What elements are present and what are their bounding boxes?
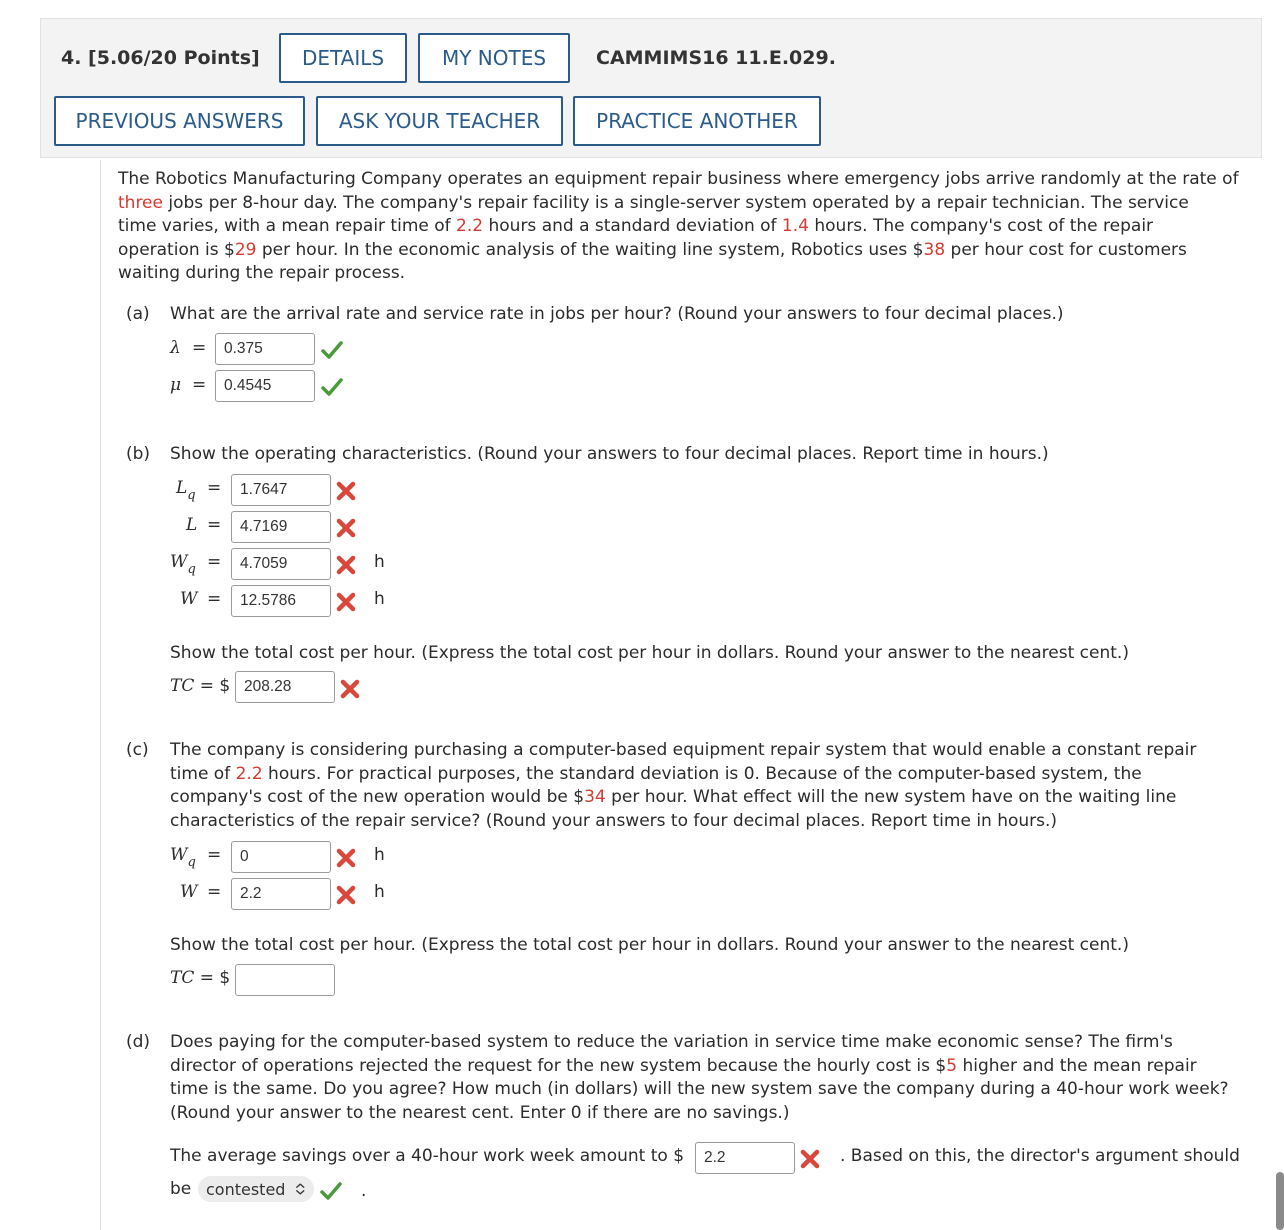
intro-text: jobs per 8-hour day. The company's repair facility is a single-server system operated by a repair technician. The service xyxy=(162,192,1189,213)
hours-unit: h xyxy=(374,845,385,865)
part-c-text: company's cost of the new operation would be $ xyxy=(170,787,585,807)
end-period: . xyxy=(361,1181,367,1201)
wq-symbol xyxy=(170,552,196,577)
x-icon xyxy=(335,591,357,613)
part-c-question xyxy=(170,739,1250,833)
tc-prefix: = $ xyxy=(194,968,231,988)
check-icon xyxy=(321,339,343,361)
x-icon xyxy=(335,847,357,869)
wq-subscript: q xyxy=(187,562,196,577)
lq-symbol xyxy=(176,478,196,503)
intro-text: hours. The company's cost of the repair xyxy=(808,216,1154,236)
part-d-text: higher and the mean repair xyxy=(957,1055,1197,1076)
intro-text: time varies, with a mean repair time of xyxy=(118,216,457,236)
part-d-line-1: Does paying for the computer-based system to reduce the variation in service time make economic sense? The firm's xyxy=(170,1032,1173,1052)
select-value: contested xyxy=(206,1179,286,1199)
check-icon xyxy=(320,1180,342,1202)
hours-unit: h xyxy=(374,882,385,902)
l-symbol: L xyxy=(186,515,198,535)
argument-text: . Based on this, the director's argument should xyxy=(840,1146,1240,1166)
part-c-line-4: characteristics of the repair service? (Round your answers to four decimal places. Report time in hours.) xyxy=(170,810,1058,831)
wq-letter: W xyxy=(170,552,188,572)
tc-symbol: TC xyxy=(170,968,195,988)
part-c-line-2 xyxy=(170,763,1250,787)
lambda-symbol: λ xyxy=(170,338,181,358)
equals-sign: = xyxy=(207,589,222,609)
previous-answers-button[interactable]: PREVIOUS ANSWERS xyxy=(54,96,305,146)
part-c-text: time of xyxy=(170,763,236,784)
intro-paragraph xyxy=(118,168,1258,286)
lambda-input[interactable]: 0.375 xyxy=(215,333,315,365)
tc-input[interactable]: 208.28 xyxy=(235,671,335,703)
mu-symbol: μ xyxy=(170,375,182,395)
director-argument-select[interactable] xyxy=(198,1176,314,1202)
part-b-label: (b) xyxy=(126,444,151,464)
mu-input[interactable]: 0.4545 xyxy=(215,370,315,402)
part-c-line-1: The company is considering purchasing a computer-based equipment repair system that would enable a constant repair xyxy=(170,740,1197,760)
x-icon xyxy=(335,884,357,906)
hours-unit: h xyxy=(374,552,385,572)
question-header xyxy=(40,18,1262,158)
part-d-text: director of operations rejected the request for the new system because the hourly cost is $ xyxy=(170,1055,947,1076)
l-input[interactable]: 4.7169 xyxy=(231,511,331,543)
check-icon xyxy=(321,376,343,398)
part-d-line-2 xyxy=(170,1055,1260,1079)
question-code: CAMMIMS16 11.E.029. xyxy=(596,47,836,69)
intro-line-3 xyxy=(118,215,1258,239)
repair-cost: 29 xyxy=(234,239,257,260)
c-wq-input[interactable]: 0 xyxy=(231,841,331,873)
c-tc-input[interactable] xyxy=(235,964,335,996)
x-icon xyxy=(335,517,357,539)
part-b-tc-question: Show the total cost per hour. (Express the total cost per hour in dollars. Round your answer to the nearest cent.) xyxy=(170,643,1129,663)
cost-difference: 5 xyxy=(946,1055,958,1076)
tc-symbol: TC xyxy=(170,676,195,696)
arrival-count: three xyxy=(118,192,163,213)
intro-text: hours and a standard deviation of xyxy=(483,216,782,236)
waiting-cost: 38 xyxy=(923,239,946,260)
equals-sign: = xyxy=(207,845,222,865)
equals-sign: = xyxy=(207,552,222,572)
savings-input[interactable]: 2.2 xyxy=(695,1142,795,1174)
wq-letter: W xyxy=(170,845,188,865)
lq-subscript: q xyxy=(187,488,196,503)
intro-text: per hour. In the economic analysis of the waiting line system, Robotics uses $ xyxy=(256,239,924,260)
be-text: be xyxy=(170,1179,192,1199)
intro-line-5: waiting during the repair process. xyxy=(118,263,406,283)
mean-time: 2.2 xyxy=(456,216,484,236)
part-b-question: Show the operating characteristics. (Round your answers to four decimal places. Report time in hours.) xyxy=(170,444,1049,464)
x-icon xyxy=(339,678,361,700)
c-w-input[interactable]: 2.2 xyxy=(231,878,331,910)
intro-line-1: The Robotics Manufacturing Company operates an equipment repair business where emergency jobs arrive randomly at the rate of xyxy=(118,169,1239,189)
w-symbol: W xyxy=(180,589,198,609)
tc-prefix: = $ xyxy=(194,676,231,696)
practice-another-button[interactable]: PRACTICE ANOTHER xyxy=(573,96,821,146)
x-icon xyxy=(799,1148,821,1170)
updown-chevron-icon xyxy=(295,1182,306,1196)
part-c-text: hours. For practical purposes, the standard deviation is 0. Because of the computer-based system, the xyxy=(262,763,1142,784)
equals-sign: = xyxy=(207,515,222,535)
question-number: 4. [5.06/20 Points] xyxy=(61,47,260,69)
equals-sign: = xyxy=(207,478,222,498)
scrollbar[interactable] xyxy=(1276,1172,1284,1230)
ask-your-teacher-button[interactable]: ASK YOUR TEACHER xyxy=(316,96,563,146)
part-d-question xyxy=(170,1031,1260,1125)
part-d-line-4: (Round your answer to the nearest cent. Enter 0 if there are no savings.) xyxy=(170,1102,790,1123)
my-notes-button[interactable]: MY NOTES xyxy=(418,33,570,83)
part-c-line-3 xyxy=(170,786,1250,810)
hours-unit: h xyxy=(374,589,385,609)
part-d-line-3: time is the same. Do you agree? How much (in dollars) will the new system save the company during a 40-hour work week? xyxy=(170,1079,1229,1099)
equals-sign: = xyxy=(207,882,222,902)
tc-label xyxy=(170,968,230,988)
w-input[interactable]: 12.5786 xyxy=(231,585,331,617)
lq-letter: L xyxy=(176,478,188,498)
intro-text: per hour cost for customers xyxy=(945,239,1187,260)
wq-symbol xyxy=(170,845,196,870)
equals-sign: = xyxy=(192,375,207,395)
intro-line-4 xyxy=(118,239,1258,263)
part-d-label: (d) xyxy=(126,1032,151,1052)
intro-text: operation is $ xyxy=(118,239,235,260)
wq-subscript: q xyxy=(187,855,196,870)
part-c-tc-question: Show the total cost per hour. (Express the total cost per hour in dollars. Round your answer to the nearest cent.) xyxy=(170,935,1129,955)
x-icon xyxy=(335,480,357,502)
savings-text: The average savings over a 40-hour work week amount to $ xyxy=(170,1146,685,1166)
new-cost: 34 xyxy=(584,787,606,807)
details-button[interactable]: DETAILS xyxy=(279,33,407,83)
w-symbol: W xyxy=(180,882,198,902)
lq-input[interactable]: 1.7647 xyxy=(231,474,331,506)
tc-label xyxy=(170,676,230,696)
std-dev: 1.4 xyxy=(781,216,809,236)
part-a-question: What are the arrival rate and service rate in jobs per hour? (Round your answers to four decimal places.) xyxy=(170,304,1064,324)
part-c-text: per hour. What effect will the new system have on the waiting line xyxy=(605,787,1177,807)
part-c-label: (c) xyxy=(126,740,149,760)
wq-input[interactable]: 4.7059 xyxy=(231,548,331,580)
x-icon xyxy=(335,554,357,576)
constant-time: 2.2 xyxy=(235,763,263,784)
equals-sign: = xyxy=(192,338,207,358)
part-a-label: (a) xyxy=(126,304,150,324)
intro-line-2 xyxy=(118,192,1258,216)
